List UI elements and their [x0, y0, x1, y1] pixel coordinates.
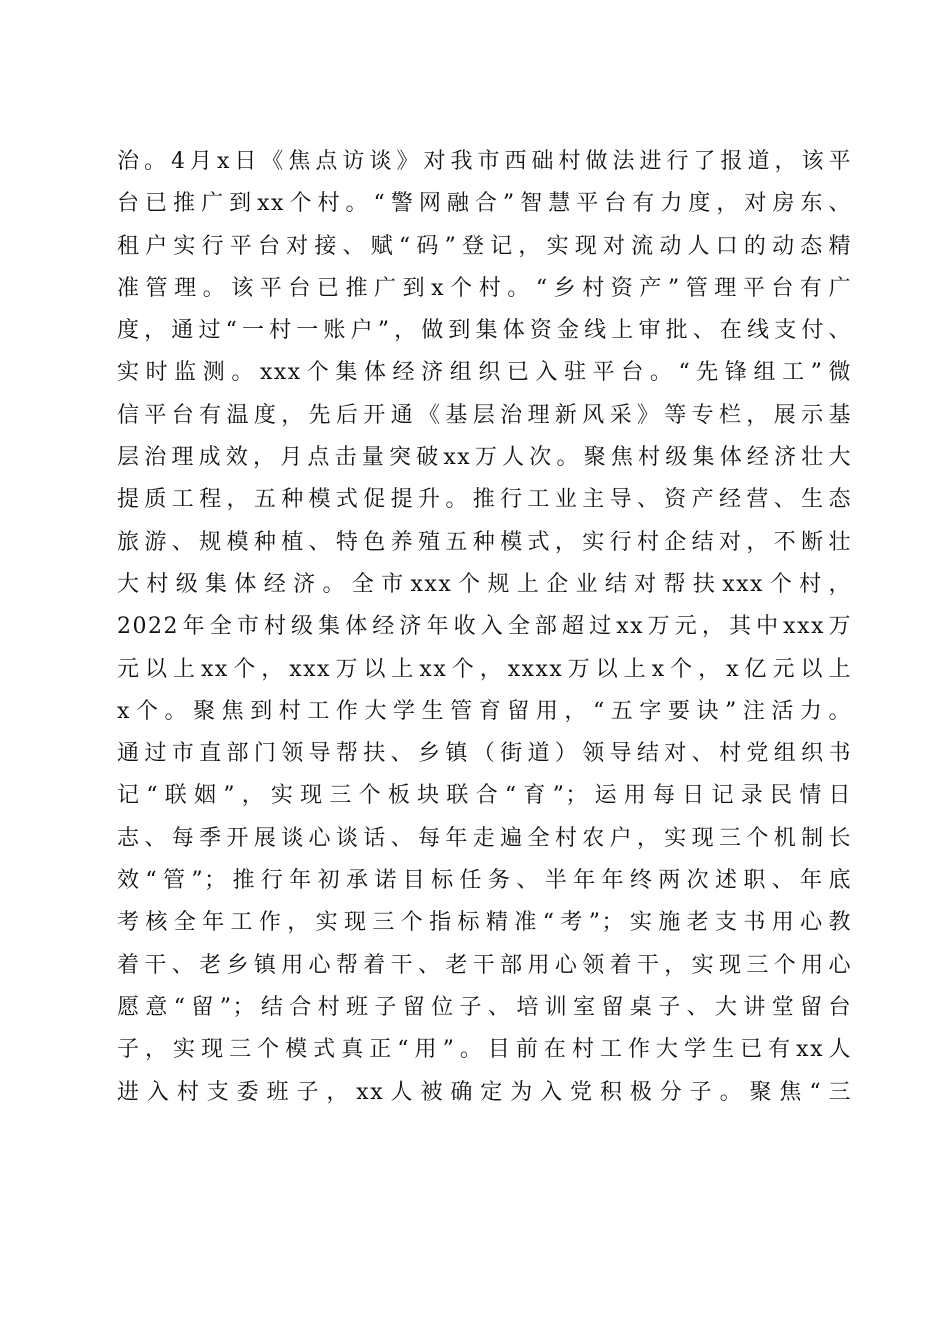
body-text [117, 141, 852, 1114]
text-line: 通过市直部门领导帮扶、乡镇（街道）领导结对、村党组织书 [117, 741, 852, 767]
text-line: 层治理成效，月点击量突破xx万人次。聚焦村级集体经济壮大 [117, 445, 852, 471]
text-line: 度，通过“一村一账户”，做到集体资金线上审批、在线支付、 [117, 318, 852, 344]
text-line: 信平台有温度，先后开通《基层治理新风采》等专栏，展示基 [117, 402, 852, 428]
text-line: 考核全年工作，实现三个指标精准“考”；实施老支书用心教 [117, 910, 852, 936]
text-line: 实时监测。xxx个集体经济组织已入驻平台。“先锋组工”微 [117, 360, 852, 386]
text-line: 子，实现三个模式真正“用”。目前在村工作大学生已有xx人 [117, 1037, 852, 1063]
text-line: 记“联姻”，实现三个板块联合“育”；运用每日记录民情日 [117, 783, 852, 809]
text-line: 准管理。该平台已推广到x个村。“乡村资产”管理平台有广 [117, 275, 852, 301]
text-line: 进入村支委班子，xx人被确定为入党积极分子。聚焦“三 [117, 1079, 852, 1105]
text-line: 租户实行平台对接、赋“码”登记，实现对流动人口的动态精 [117, 233, 852, 259]
text-line: 台已推广到xx个村。“警网融合”智慧平台有力度，对房东、 [117, 191, 852, 217]
text-line: 治。4月x日《焦点访谈》对我市西础村做法进行了报道，该平 [117, 149, 852, 174]
text-line: 提质工程，五种模式促提升。推行工业主导、资产经营、生态 [117, 487, 852, 513]
text-line: 愿意“留”；结合村班子留位子、培训室留桌子、大讲堂留台 [117, 994, 852, 1020]
text-line: x个。聚焦到村工作大学生管育留用，“五字要诀”注活力。 [117, 698, 852, 724]
text-line: 着干、老乡镇用心帮着干、老干部用心领着干，实现三个用心 [117, 952, 852, 978]
text-line: 志、每季开展谈心谈话、每年走遍全村农户，实现三个机制长 [117, 825, 852, 851]
text-line: 大村级集体经济。全市xxx个规上企业结对帮扶xxx个村， [117, 571, 852, 597]
text-line: 元以上xx个，xxx万以上xx个，xxxx万以上x个，x亿元以上 [117, 656, 852, 682]
text-line: 效“管”；推行年初承诺目标任务、半年年终两次述职、年底 [117, 868, 852, 894]
text-line: 旅游、规模种植、特色养殖五种模式，实行村企结对，不断壮 [117, 529, 852, 555]
text-line: 2022年全市村级集体经济年收入全部超过xx万元，其中xxx万 [117, 614, 852, 640]
